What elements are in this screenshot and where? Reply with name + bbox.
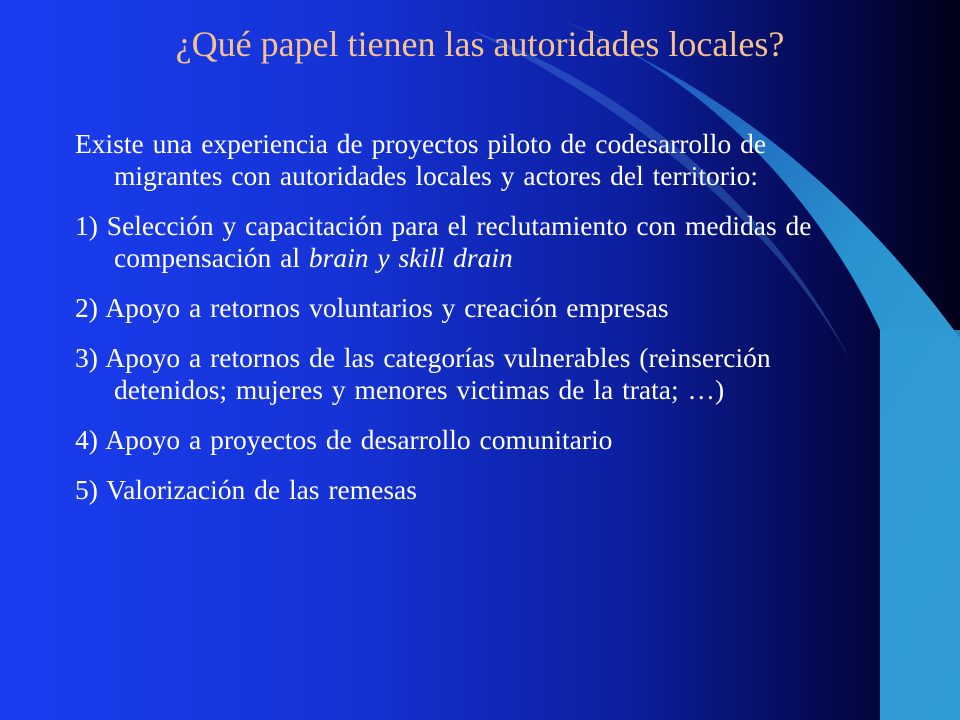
list-item-text: 1) Selección y capacitación para el reclutamiento con medidas de compensación al (75, 210, 812, 273)
slide-title: ¿Qué papel tienen las autoridades locales? (175, 24, 785, 64)
right-edge-band (880, 330, 960, 720)
slide-body (75, 128, 860, 524)
list-item: 2) Apoyo a retornos voluntarios y creación empresas (75, 292, 669, 323)
list-item (75, 210, 860, 274)
list-item-emphasis: brain y skill drain (308, 242, 513, 273)
list-item: 3) Apoyo a retornos de las categorías vulnerables (reinserción detenidos; mujeres y menores victimas de la trata; …) (75, 342, 771, 405)
intro-paragraph: Existe una experiencia de proyectos piloto de codesarrollo de migrantes con autoridades locales y actores del territorio: (75, 128, 767, 191)
list-item: 4) Apoyo a proyectos de desarrollo comunitario (75, 424, 613, 455)
list-item: 5) Valorización de las remesas (75, 474, 417, 505)
